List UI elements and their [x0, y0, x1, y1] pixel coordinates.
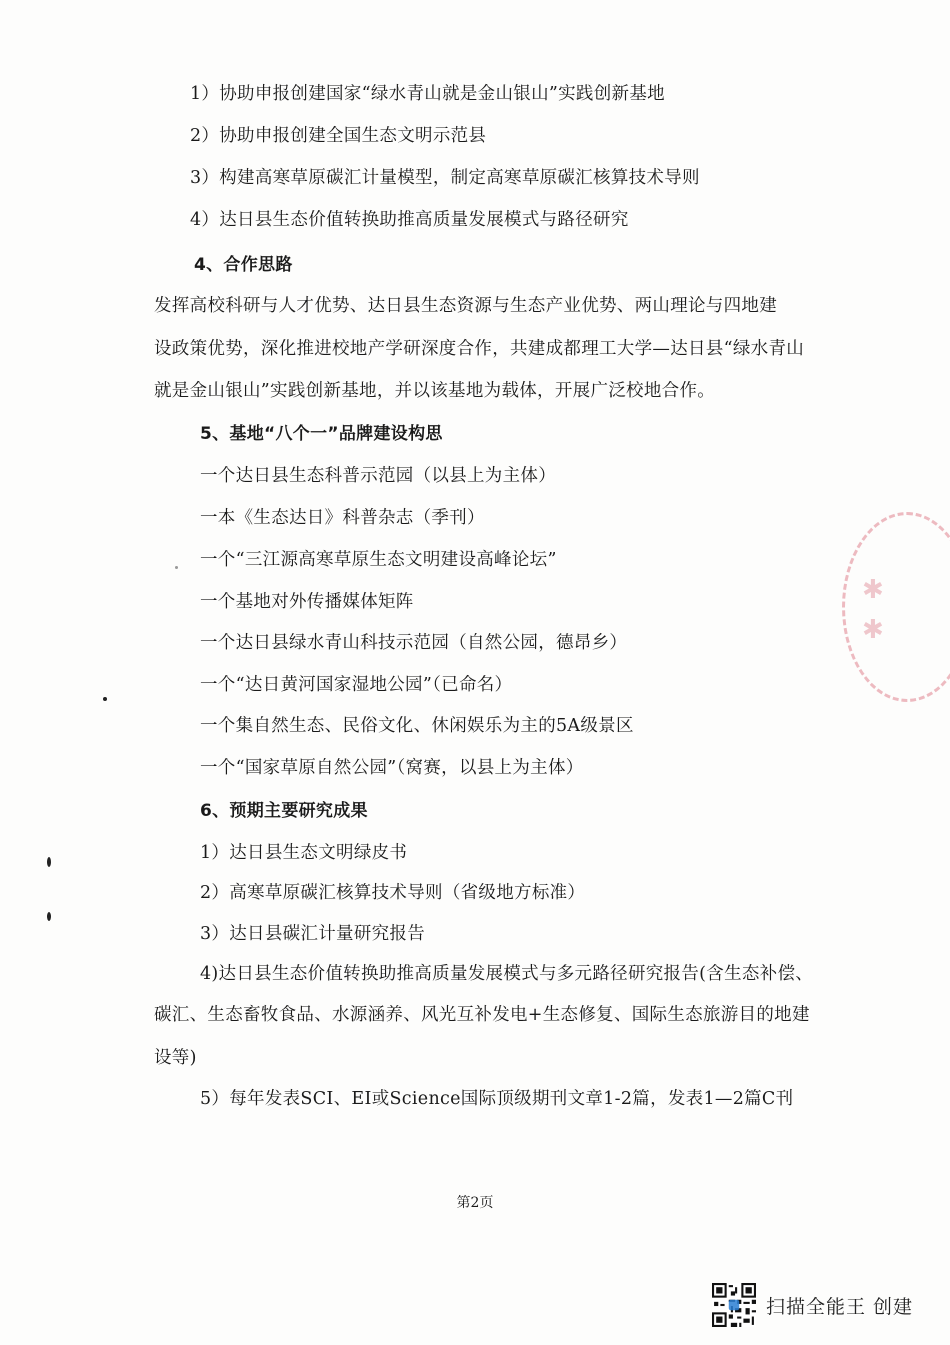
section-heading-outcomes: 6、预期主要研究成果	[200, 801, 368, 821]
goal-item-1: 1）协助申报创建国家“绿水青山就是金山银山”实践创新基地	[190, 84, 665, 104]
paragraph-line: 发挥高校科研与人才优势、达日县生态资源与生态产业优势、两山理论与四地建	[154, 296, 777, 316]
goal-item-3: 3）构建高寒草原碳汇计量模型，制定高寒草原碳汇核算技术导则	[190, 168, 700, 188]
brand-item: 一个“达日黄河国家湿地公园”（已命名）	[200, 675, 513, 695]
outcome-item: 3）达日县碳汇计量研究报告	[200, 924, 426, 944]
outcome-item: 4)达日县生态价值转换助推高质量发展模式与多元路径研究报告(含生态补偿、	[200, 964, 814, 984]
seal-fragment-icon: ✱ ✱	[862, 575, 884, 645]
goal-item-2: 2）协助申报创建全国生态文明示范县	[190, 126, 487, 146]
outcome-item: 1）达日县生态文明绿皮书	[200, 843, 408, 863]
brand-item: 一本《生态达日》科普杂志（季刊）	[200, 508, 485, 528]
scan-speck	[47, 857, 51, 867]
qr-code-icon	[712, 1283, 756, 1327]
outcome-item-continuation: 设等)	[154, 1048, 197, 1068]
page-number: 第2页	[456, 1195, 494, 1211]
brand-item: 一个基地对外传播媒体矩阵	[200, 592, 414, 612]
scan-speck	[175, 566, 178, 569]
brand-item: 一个“三江源高寒草原生态文明建设高峰论坛”	[200, 550, 557, 570]
brand-item: 一个达日县生态科普示范园（以县上为主体）	[200, 466, 556, 486]
watermark-text: 扫描全能王 创建	[766, 1295, 914, 1318]
outcome-item-continuation: 碳汇、生态畜牧食品、水源涵养、风光互补发电+生态修复、国际生态旅游目的地建	[154, 1005, 810, 1025]
scanner-watermark	[712, 1282, 913, 1328]
scan-speck	[47, 912, 51, 921]
outcome-item: 5）每年发表SCI、EI或Science国际顶级期刊文章1-2篇，发表1—2篇C刊	[200, 1089, 794, 1109]
outcome-item: 2）高寒草原碳汇核算技术导则（省级地方标准）	[200, 883, 586, 903]
brand-item: 一个达日县绿水青山科技示范园（自然公园，德昂乡）	[200, 633, 628, 653]
paragraph-line: 设政策优势，深化推进校地产学研深度合作，共建成都理工大学—达日县“绿水青山	[154, 339, 805, 359]
section-heading-cooperation: 4、合作思路	[194, 255, 293, 275]
brand-item: 一个集自然生态、民俗文化、休闲娱乐为主的5A级景区	[200, 716, 634, 736]
section-heading-brand: 5、基地“八个一”品牌建设构思	[200, 424, 443, 444]
goal-item-4: 4）达日县生态价值转换助推高质量发展模式与路径研究	[190, 210, 629, 230]
brand-item: 一个“国家草原自然公园”（窝赛，以县上为主体）	[200, 758, 584, 778]
paragraph-line: 就是金山银山”实践创新基地，并以该基地为载体，开展广泛校地合作。	[154, 381, 716, 401]
scan-speck	[103, 697, 107, 701]
